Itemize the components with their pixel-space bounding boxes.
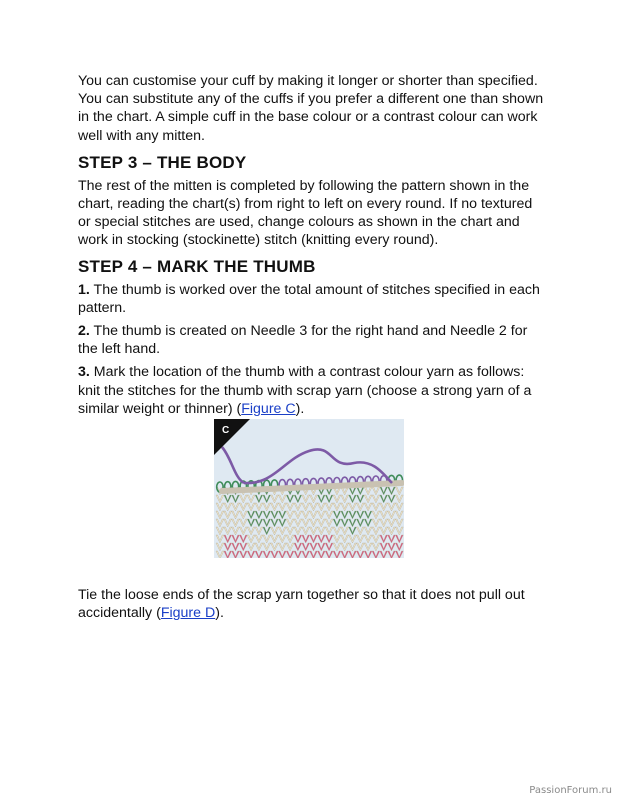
page-content <box>78 72 548 423</box>
item-text: The thumb is worked over the total amount of stitches specified in each pattern. <box>78 281 540 316</box>
step4-item-3 <box>78 363 548 418</box>
figure-d-link[interactable]: Figure D <box>160 605 216 622</box>
item-number: 3. <box>78 364 90 381</box>
item-number: 1. <box>78 281 90 298</box>
step4-item-1 <box>78 281 548 317</box>
tie-paragraph-block <box>78 586 548 622</box>
step3-paragraph: The rest of the mitten is completed by following the pattern shown in the chart, reading the chart(s) from right to left on every round. If no textured or special stitches are used, change colours as shown in the chart and work in stocking (stockinette) stitch (knitting every round). <box>78 177 533 249</box>
tie-paragraph <box>78 586 548 622</box>
figure-c-link[interactable]: Figure C <box>241 400 296 417</box>
step4-heading: STEP 4 – MARK THE THUMB <box>78 256 316 276</box>
figure-c-illustration <box>214 419 404 558</box>
item-text-end: ). <box>295 400 305 417</box>
tie-text-end: ). <box>215 605 224 622</box>
watermark: PassionForum.ru <box>529 785 612 796</box>
knitting-figure <box>214 419 404 558</box>
item-number: 2. <box>78 323 90 340</box>
item-text: The thumb is created on Needle 3 for the right hand and Needle 2 for the left hand. <box>78 323 528 358</box>
step4-item-2 <box>78 322 548 358</box>
item-text: Mark the location of the thumb with a contrast colour yarn as follows: knit the stitches for the thumb with scrap yarn (choose a strong yarn of a similar weight or thinner) ( <box>78 364 532 417</box>
step3-heading: STEP 3 – THE BODY <box>78 152 247 172</box>
figure-label: C <box>222 425 230 436</box>
tie-text: Tie the loose ends of the scrap yarn together so that it does not pull out accidentally ( <box>78 587 525 622</box>
intro-paragraph: You can customise your cuff by making it longer or shorter than specified. You can substitute any of the cuffs if you prefer a different one than shown in the chart. A simple cuff in the base colour or a contrast colour can work well with any mitten. <box>78 73 544 144</box>
